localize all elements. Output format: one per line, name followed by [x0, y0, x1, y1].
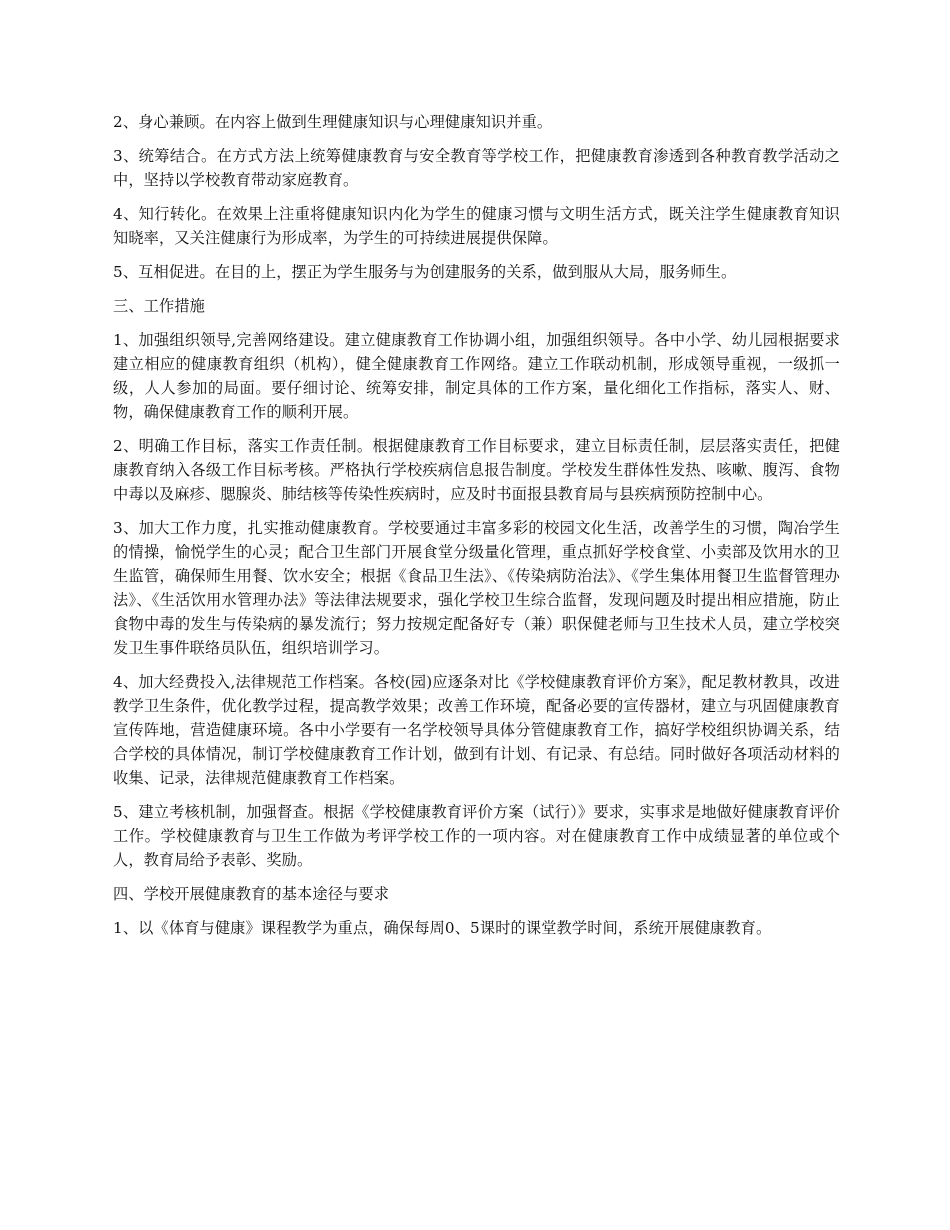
- paragraph-principle-5: 5、互相促进。在目的上，摆正为学生服务与为创建服务的关系，做到服从大局，服务师生。: [113, 263, 737, 281]
- paragraph-principle-2: 2、身心兼顾。在内容上做到生理健康知识与心理健康知识并重。: [113, 113, 553, 131]
- paragraph-measure-2: 2、明确工作目标，落实工作责任制。根据健康教育工作目标要求，建立目标责任制，层层落实责任，把健康教育纳入各级工作目标考核。严格执行学校疾病信息报告制度。学校发生群体性发热、咳嗽、腹泻、食物中毒以及麻疹、腮腺炎、肺结核等传染性疾病时，应及时书面报县教育局与县疾病预防控制中心。: [113, 437, 840, 503]
- section-heading-basic-approaches: 四、学校开展健康教育的基本途径与要求: [113, 885, 390, 903]
- paragraph-principle-4: 4、知行转化。在效果上注重将健康知识内化为学生的健康习惯与文明生活方式，既关注学生健康教育知识知晓率，又关注健康行为形成率，为学生的可持续进展提供保障。: [113, 205, 840, 247]
- paragraph-principle-3: 3、统筹结合。在方式方法上统筹健康教育与安全教育等学校工作，把健康教育渗透到各种教育教学活动之中，坚持以学校教育带动家庭教育。: [113, 147, 840, 189]
- document-body: [113, 110, 840, 950]
- paragraph-approach-1: 1、以《体育与健康》课程教学为重点，确保每周0、5课时的课堂教学时间，系统开展健康教育。: [113, 919, 772, 937]
- paragraph-measure-1: 1、加强组织领导,完善网络建设。建立健康教育工作协调小组，加强组织领导。各中小学、幼儿园根据要求建立相应的健康教育组织（机构），健全健康教育工作网络。建立工作联动机制，形成领导重视，一级抓一级，人人参加的局面。要仔细讨论、统筹安排，制定具体的工作方案，量化细化工作指标，落实人、财、物，确保健康教育工作的顺利开展。: [113, 331, 840, 421]
- paragraph-measure-5: 5、建立考核机制，加强督查。根据《学校健康教育评价方案（试行）》要求，实事求是地做好健康教育评价工作。学校健康教育与卫生工作做为考评学校工作的一项内容。对在健康教育工作中成绩显著的单位或个人，教育局给予表彰、奖励。: [113, 803, 840, 869]
- section-heading-work-measures: 三、工作措施: [113, 297, 206, 315]
- paragraph-measure-3: 3、加大工作力度，扎实推动健康教育。学校要通过丰富多彩的校园文化生活，改善学生的习惯，陶冶学生的情操，愉悦学生的心灵；配合卫生部门开展食堂分级量化管理，重点抓好学校食堂、小卖部及饮用水的卫生监管，确保师生用餐、饮水安全；根据《食品卫生法》、《传染病防治法》、《学生集体用餐卫生监督管理办法》、《生活饮用水管理办法》等法律法规要求，强化学校卫生综合监督，发现问题及时提出相应措施，防止食物中毒的发生与传染病的暴发流行；努力按规定配备好专（兼）职保健老师与卫生技术人员，建立学校突发卫生事件联络员队伍，组织培训学习。: [113, 519, 840, 657]
- paragraph-measure-4: 4、加大经费投入,法律规范工作档案。各校(园)应逐条对比《学校健康教育评价方案》，配足教材教具，改进教学卫生条件，优化教学过程，提高教学效果；改善工作环境，配备必要的宣传器材，建立与巩固健康教育宣传阵地，营造健康环境。各中小学要有一名学校领导具体分管健康教育工作，搞好学校组织协调关系，结合学校的具体情况，制订学校健康教育工作计划，做到有计划、有记录、有总结。同时做好各项活动材料的收集、记录，法律规范健康教育工作档案。: [113, 673, 840, 787]
